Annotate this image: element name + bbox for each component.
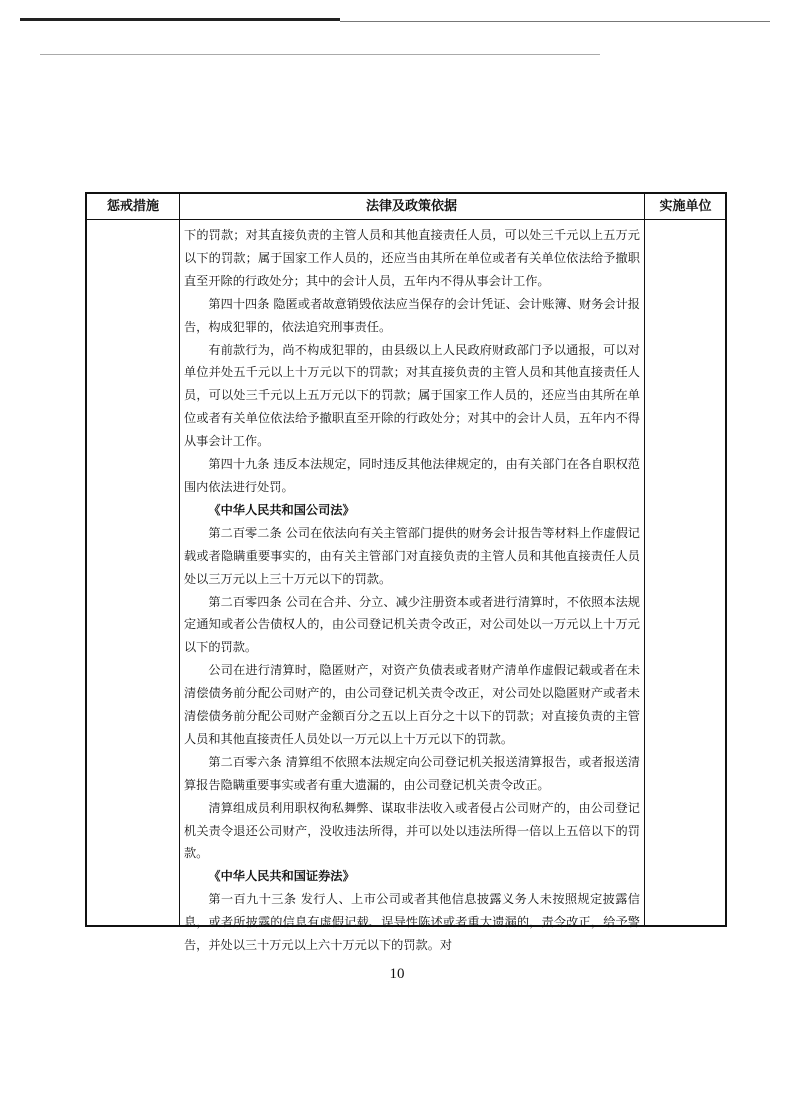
header-legal-basis: 法律及政策依据 — [365, 199, 457, 214]
paragraph-article-193: 第一百九十三条 发行人、上市公司或者其他信息披露义务人未按照规定披露信息，或者所披露的信息有虚假记载、误导性陈述或者重大遗漏的，责令改正，给予警告，并处以三十万元以上六十万元以下的罚款。对 — [184, 892, 640, 953]
paragraph-article-206: 第二百零六条 清算组不依照本法规定向公司登记机关报送清算报告，或者报送清算报告隐瞒重要事实或者有重大遗漏的，由公司登记机关责令改正。 — [184, 754, 640, 792]
paragraph-article-204: 第二百零四条 公司在合并、分立、减少注册资本或者进行清算时，不依照本法规定通知或者公告债权人的，由公司登记机关责令改正，对公司处以一万元以上十万元以下的罚款。 — [184, 594, 640, 655]
column-divider-right — [644, 194, 645, 925]
legal-basis-content — [184, 224, 640, 957]
table-header-row — [87, 194, 725, 220]
regulation-table — [85, 192, 727, 953]
law-heading-company-law: 《中华人民共和国公司法》 — [208, 502, 355, 517]
column-divider-left — [179, 194, 180, 925]
scan-artifact-top — [20, 18, 340, 21]
paragraph-article-49: 第四十九条 违反本法规定，同时违反其他法律规定的，由有关部门在各自职权范围内依法进行处罚。 — [184, 457, 640, 494]
paragraph-article-206-clause: 清算组成员利用职权徇私舞弊、谋取非法收入或者侵占公司财产的，由公司登记机关责令退还公司财产，没收违法所得，并可以处以违法所得一倍以上五倍以下的罚款。 — [184, 800, 640, 861]
paragraph-article-44-clause: 有前款行为，尚不构成犯罪的，由县级以上人民政府财政部门予以通报，可以对单位并处五千元以上十万元以下的罚款；对其直接负责的主管人员和其他直接责任人员，可以处三千元以上五万元以下的罚款；属于国家工作人员的，还应当由其所在单位或者有关单位依法给予撤职直至开除的行政处分；对其中的会计人员，五年内不得从事会计工作。 — [184, 342, 640, 449]
paragraph-article-204-clause: 公司在进行清算时，隐匿财产，对资产负债表或者财产清单作虚假记载或者在未清偿债务前分配公司财产的，由公司登记机关责令改正，对公司处以隐匿财产或者未清偿债务前分配公司财产金额百分之五以上百分之十以下的罚款；对直接负责的主管人员和其他直接责任人员处以一万元以上十万元以下的罚款。 — [184, 663, 640, 746]
scan-artifact-top-thin — [340, 21, 770, 22]
paragraph-article-44: 第四十四条 隐匿或者故意销毁依法应当保存的会计凭证、会计账簿、财务会计报告，构成犯罪的，依法追究刑事责任。 — [184, 296, 640, 334]
page-number: 10 — [389, 966, 405, 982]
header-unit: 实施单位 — [659, 199, 712, 214]
paragraph-continuation: 下的罚款；对其直接负责的主管人员和其他直接责任人员，可以处三千元以上五万元以下的罚款；属于国家工作人员的，还应当由其所在单位或者有关单位依法给予撤职直至开除的行政处分；其中的会计人员，五年内不得从事会计工作。 — [184, 228, 640, 288]
scan-artifact-faint — [40, 54, 600, 55]
law-heading-securities-law: 《中华人民共和国证券法》 — [208, 869, 355, 884]
paragraph-article-202: 第二百零二条 公司在依法向有关主管部门提供的财务会计报告等材料上作虚假记载或者隐瞒重要事实的，由有关主管部门对直接负责的主管人员和其他直接责任人员处以三万元以上三十万元以下的罚款。 — [184, 525, 640, 586]
header-measure: 惩戒措施 — [106, 199, 159, 214]
